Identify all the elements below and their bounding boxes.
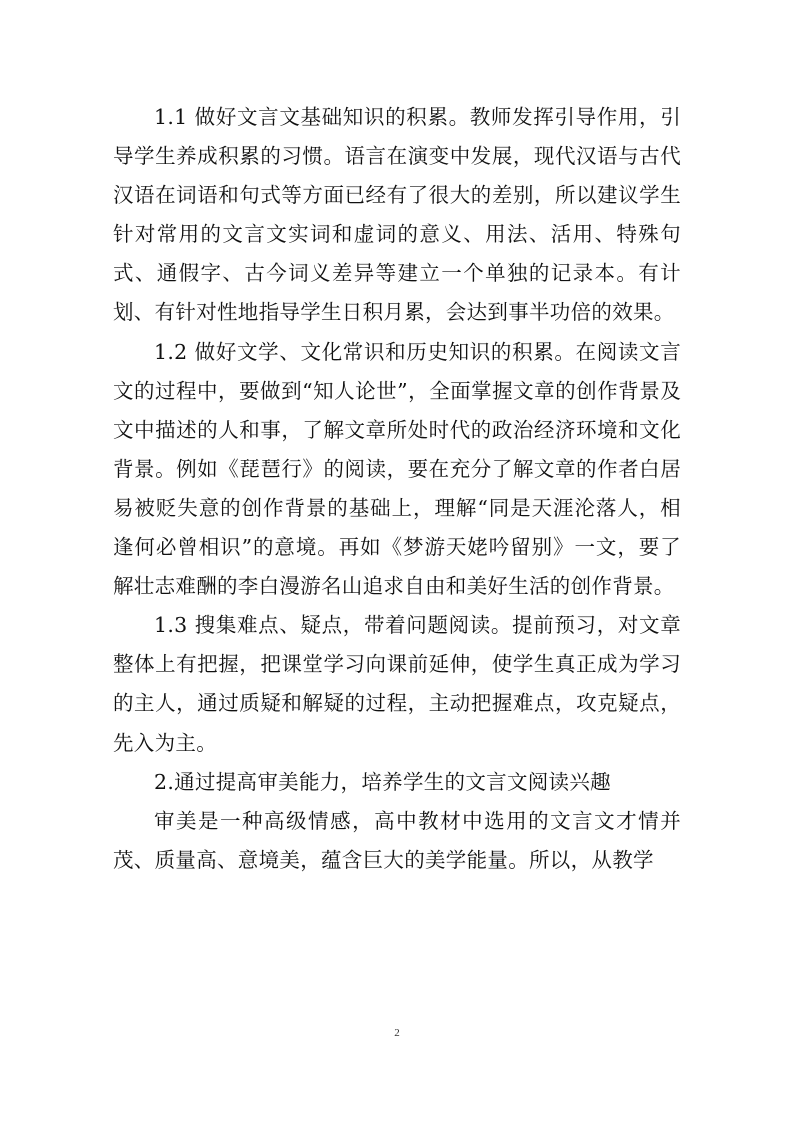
paragraph-1-1: 1.1 做好文言文基础知识的积累。教师发挥引导作用，引导学生养成积累的习惯。语言在演变中发展，现代汉语与古代汉语在词语和句式等方面已经有了很大的差别，所以建议学生针对常用的文言文实词和虚词的意义、用法、活用、特殊句式、通假字、古今词义差异等建立一个单独的记录本。有计划、有针对性地指导学生日积月累，会达到事半功倍的效果。	[113, 105, 681, 325]
document-body	[113, 98, 681, 880]
page-number: 2	[394, 1027, 400, 1039]
paragraph-1-2: 1.2 做好文学、文化常识和历史知识的积累。在阅读文言文的过程中，要做到“知人论世”，全面掌握文章的创作背景及文中描述的人和事，了解文章所处时代的政治经济环境和文化背景。例如《琵琶行》的阅读，要在充分了解文章的作者白居易被贬失意的创作背景的基础上，理解“同是天涯沦落人，相逢何必曾相识”的意境。再如《梦游天姥吟留别》一文，要了解壮志难酬的李白漫游名山追求自由和美好生活的创作背景。	[113, 339, 681, 599]
paragraph-1-3: 1.3 搜集难点、疑点，带着问题阅读。提前预习，对文章整体上有把握，把课堂学习向课前延伸，使学生真正成为学习的主人，通过质疑和解疑的过程，主动把握难点，攻克疑点，先入为主。	[113, 613, 681, 755]
paragraph-2-intro: 审美是一种高级情感，高中教材中选用的文言文才情并茂、质量高、意境美，蕴含巨大的美学能量。所以，从教学	[113, 808, 681, 872]
section-heading-2: 2.通过提高审美能力，培养学生的文言文阅读兴趣	[154, 769, 611, 794]
